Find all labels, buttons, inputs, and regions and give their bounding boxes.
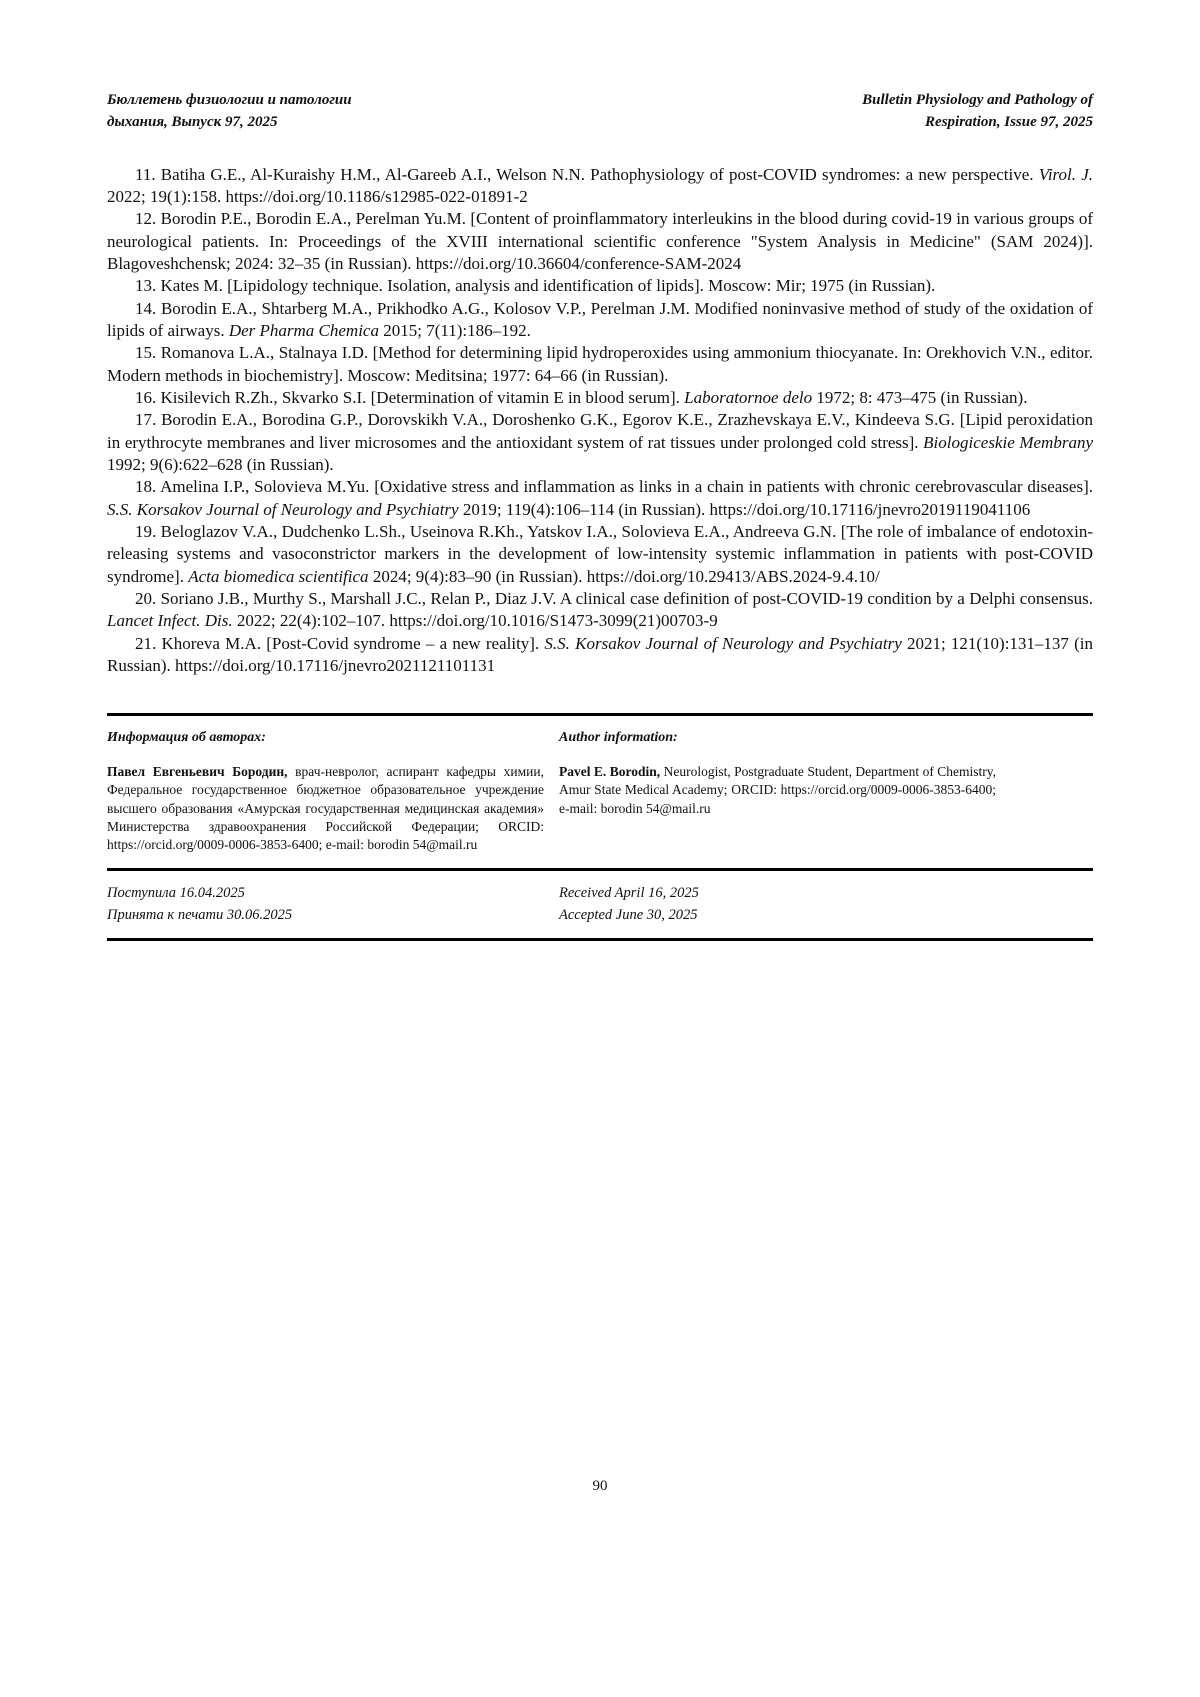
accepted-date-en: Accepted June 30, 2025 bbox=[559, 906, 698, 923]
author-name-en: Pavel E. Borodin, bbox=[559, 764, 661, 780]
reference-text: 15. Romanova L.A., Stalnaya I.D. [Method for determining lipid hydroperoxides using ammonium thiocyanate. In: Orekhovich V.N., editor. Modern methods in biochemistry]. Moscow: Meditsina; 1977: 64–66 (in Russian). bbox=[107, 343, 1093, 385]
reference-text: 2022; 22(4):102–107. https://doi.org/10.1016/S1473-3099(21)00703-9 bbox=[232, 611, 718, 631]
dates-section bbox=[107, 883, 1093, 927]
reference-text: 2022; 19(1):158. https://doi.org/10.1186/s12985-022-01891-2 bbox=[107, 186, 528, 206]
author-info-heading-ru: Информация об авторах: bbox=[107, 730, 266, 746]
journal-name: S.S. Korsakov Journal of Neurology and Psychiatry bbox=[107, 499, 459, 519]
reference-text: 2019; 119(4):106–114 (in Russian). https://doi.org/10.17116/jnevro2019119041106 bbox=[458, 499, 1031, 519]
reference-item bbox=[107, 208, 1093, 275]
reference-text: 16. Kisilevich R.Zh., Skvarko S.I. [Determination of vitamin E in blood serum]. bbox=[135, 387, 685, 407]
separator-rule bbox=[107, 713, 1093, 716]
reference-text: 1972; 8: 473–475 (in Russian). bbox=[812, 387, 1028, 407]
reference-item bbox=[107, 342, 1093, 387]
author-info-body bbox=[107, 763, 1093, 853]
reference-text: 12. Borodin P.E., Borodin E.A., Perelman Yu.M. [Content of proinflammatory interleukins in the blood during covid-19 in various groups of neurological patients. In: Proceedings of the XVIII international scientific conference "System Analysis in Medicine" (SAM 2024)]. Blagoveshchensk; 2024: 32–35 (in Russian). https://doi.org/10.36604/conference-SAM-2024 bbox=[107, 209, 1093, 273]
journal-name: Biologiceskie Membrany bbox=[923, 432, 1093, 452]
reference-item bbox=[107, 409, 1093, 476]
running-head bbox=[107, 90, 1093, 134]
dates-en bbox=[559, 883, 996, 927]
journal-title-ru-line2: дыхания, Выпуск 97, 2025 bbox=[107, 113, 278, 130]
author-name-ru: Павел Евгеньевич Бородин, bbox=[107, 764, 288, 780]
dates-ru bbox=[107, 883, 544, 927]
running-head-ru bbox=[107, 90, 352, 134]
reference-item bbox=[107, 387, 1093, 409]
author-details-en: Neurologist, Postgraduate Student, Department of Chemistry, Amur State Medical Academy; ORCID: https://orcid.org/0009-0006-3853-6400; e-mail: borodin 54@mail.ru bbox=[559, 764, 996, 816]
journal-name: S.S. Korsakov Journal of Neurology and Psychiatry bbox=[544, 633, 902, 653]
journal-title-en-line2: Respiration, Issue 97, 2025 bbox=[925, 113, 1093, 130]
author-info-headings bbox=[107, 730, 1093, 746]
journal-name: Laboratornoe delo bbox=[684, 387, 813, 407]
reference-text: 18. Amelina I.P., Solovieva M.Yu. [Oxidative stress and inflammation as links in a chain in patients with chronic cerebrovascular diseases]. bbox=[135, 477, 1093, 497]
journal-title-en-line1: Bulletin Physiology and Pathology of bbox=[862, 92, 1093, 108]
reference-text: 2024; 9(4):83–90 (in Russian). https://doi.org/10.29413/ABS.2024-9.4.10/ bbox=[368, 566, 880, 586]
author-info-ru bbox=[107, 763, 544, 853]
received-date-en: Received April 16, 2025 bbox=[559, 884, 699, 901]
reference-item bbox=[107, 633, 1093, 678]
author-details-ru: врач-невролог, аспирант кафедры химии, Федеральное государственное бюджетное образовательное учреждение высшего образования «Амурская государственная медицинская академия» Министерства здравоохранения Российской Федерации; ORCID: https://orcid.org/0009-0006-3853-6400; e-mail: borodin 54@mail.ru bbox=[107, 764, 544, 852]
reference-text: 19. Beloglazov V.A., Dudchenko L.Sh., Useinova R.Kh., Yatskov I.A., Solovieva E.A., Andreeva G.N. [The role of imbalance of endotoxin-releasing systems and vasoconstrictor markers in the development of low-intensity systemic inflammation in patients with post-COVID syndrome]. bbox=[107, 522, 1093, 586]
received-date-ru: Поступила 16.04.2025 bbox=[107, 884, 245, 901]
reference-text: 14. Borodin E.A., Shtarberg M.A., Prikhodko A.G., Kolosov V.P., Perelman J.M. Modified noninvasive method of study of the oxidation of lipids of airways. bbox=[107, 298, 1093, 340]
reference-text: 11. Batiha G.E., Al-Kuraishy H.M., Al-Gareeb A.I., Welson N.N. Pathophysiology of post-COVID syndromes: a new perspective. bbox=[135, 164, 1039, 184]
running-head-en bbox=[862, 90, 1093, 134]
reference-text: 13. Kates M. [Lipidology technique. Isolation, analysis and identification of lipids]. Moscow: Mir; 1975 (in Russian). bbox=[135, 276, 936, 296]
reference-text: 2021; 121(10):131–137 (in Russian). https://doi.org/10.17116/jnevro2021121101131 bbox=[107, 633, 1094, 676]
author-info-heading-en: Author information: bbox=[559, 730, 678, 746]
reference-item bbox=[107, 164, 1093, 209]
reference-text: 2015; 7(11):186–192. bbox=[378, 320, 531, 340]
journal-name: Acta biomedica scientifica bbox=[188, 566, 369, 586]
journal-title-ru-line1: Бюллетень физиологии и патологии bbox=[107, 92, 352, 108]
page-number: 90 bbox=[592, 1478, 608, 1494]
reference-text: 21. Khoreva M.A. [Post-Covid syndrome – a new reality]. bbox=[135, 633, 545, 653]
reference-item bbox=[107, 521, 1093, 588]
journal-name: Lancet Infect. Dis. bbox=[107, 611, 233, 631]
separator-rule bbox=[107, 868, 1093, 871]
reference-item bbox=[107, 588, 1093, 633]
journal-name: Virol. J. bbox=[1038, 164, 1093, 184]
reference-text: 1992; 9(6):622–628 (in Russian). bbox=[107, 454, 334, 474]
separator-rule bbox=[107, 938, 1093, 941]
reference-text: 20. Soriano J.B., Murthy S., Marshall J.C., Relan P., Diaz J.V. A clinical case definition of post-COVID-19 condition by a Delphi consensus. bbox=[135, 589, 1093, 609]
author-info-en bbox=[559, 763, 996, 853]
references-list bbox=[107, 164, 1093, 678]
reference-item bbox=[107, 275, 1093, 297]
journal-name: Der Pharma Chemica bbox=[228, 320, 379, 340]
reference-item bbox=[107, 476, 1093, 521]
accepted-date-ru: Принята к печати 30.06.2025 bbox=[107, 906, 293, 923]
reference-text: 17. Borodin E.A., Borodina G.P., Dorovskikh V.A., Doroshenko G.K., Egorov K.E., Zrazhevskaya E.V., Kindeeva S.G. [Lipid peroxidation in erythrocyte membranes and liver microsomes and the antioxidant system of rat tissues under prolonged cold stress]. bbox=[107, 410, 1093, 452]
reference-item bbox=[107, 298, 1093, 343]
